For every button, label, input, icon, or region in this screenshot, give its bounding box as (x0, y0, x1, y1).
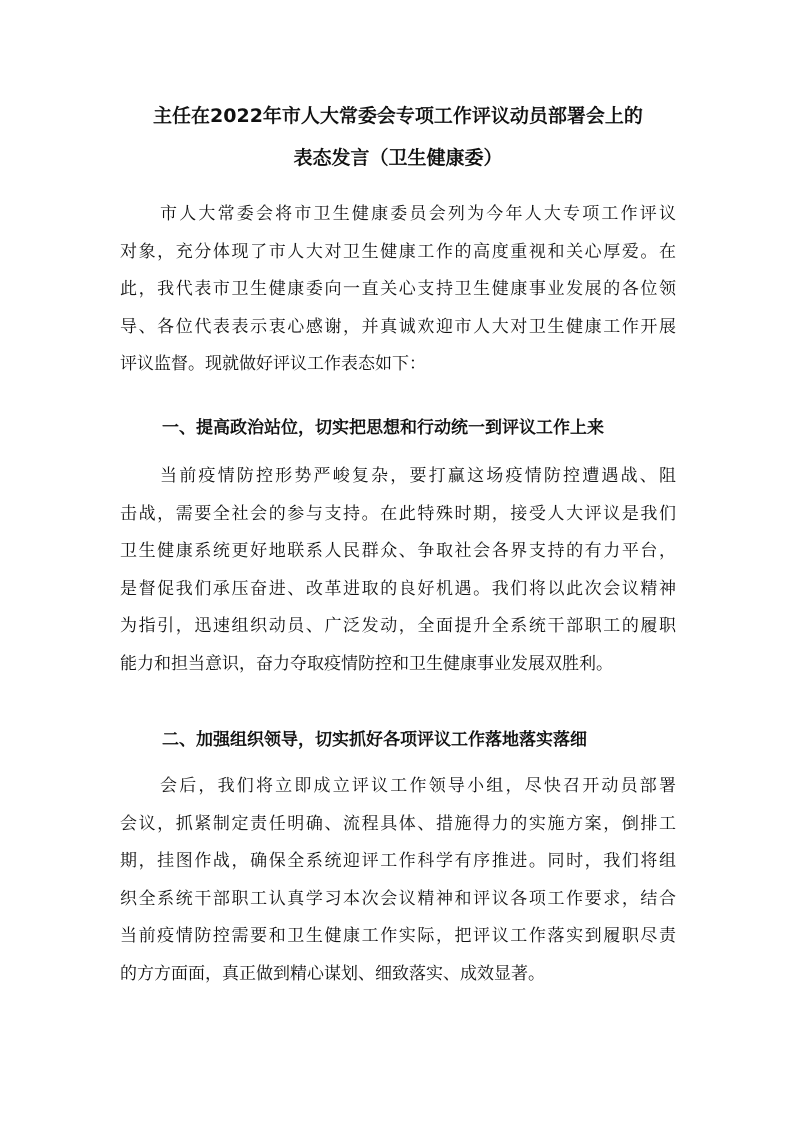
section-1-heading: 一、提高政治站位，切实把思想和行动统一到评议工作上来 (162, 418, 604, 438)
document-title-line-1: 主任在2022年市人大常委会专项工作评议动员部署会上的 (153, 105, 643, 127)
section-2-heading: 二、加强组织领导，切实抓好各项评议工作落地落实落细 (162, 730, 587, 750)
paragraph-line: 对象，充分体现了市人大对卫生健康工作的高度重视和关心厚爱。在 (120, 241, 676, 262)
paragraph-line: 能力和担当意识，奋力夺取疫情防控和卫生健康事业发展双胜利。 (120, 653, 613, 674)
paragraph-line: 会后，我们将立即成立评议工作领导小组，尽快召开动员部署 (160, 776, 676, 796)
paragraph-line: 导、各位代表表示衷心感谢，并真诚欢迎市人大对卫生健康工作开展 (120, 316, 676, 337)
paragraph-line: 的方方面面，真正做到精心谋划、细致落实、成效显著。 (120, 963, 545, 984)
paragraph-line: 击战，需要全社会的参与支持。在此特殊时期，接受人大评议是我们 (120, 503, 676, 524)
paragraph-line: 织全系统干部职工认真学习本次会议精神和评议各项工作要求，结合 (120, 888, 676, 909)
paragraph-line: 市人大常委会将市卫生健康委员会列为今年人大专项工作评议 (160, 204, 676, 224)
paragraph-line: 卫生健康系统更好地联系人民群众、争取社会各界支持的有力平台， (120, 541, 676, 561)
intro-paragraph (120, 196, 676, 384)
section-1-paragraph (120, 458, 676, 683)
paragraph-line: 为指引，迅速组织动员、广泛发动，全面提升全系统干部职工的履职 (120, 616, 676, 636)
paragraph-line: 此，我代表市卫生健康委向一直关心支持卫生健康事业发展的各位领 (120, 279, 676, 299)
paragraph-line: 当前疫情防控需要和卫生健康工作实际，把评议工作落实到履职尽责 (120, 926, 676, 946)
document-title-line-2: 表态发言（卫生健康委） (293, 147, 503, 169)
section-2-paragraph (120, 768, 676, 993)
paragraph-line: 会议，抓紧制定责任明确、流程具体、措施得力的实施方案，倒排工 (120, 813, 676, 834)
paragraph-line: 当前疫情防控形势严峻复杂，要打赢这场疫情防控遭遇战、阻 (160, 466, 676, 486)
paragraph-line: 是督促我们承压奋进、改革进取的良好机遇。我们将以此次会议精神 (120, 578, 676, 599)
paragraph-line: 期，挂图作战，确保全系统迎评工作科学有序推进。同时，我们将组 (120, 851, 676, 871)
paragraph-line: 评议监督。现就做好评议工作表态如下： (120, 354, 426, 374)
